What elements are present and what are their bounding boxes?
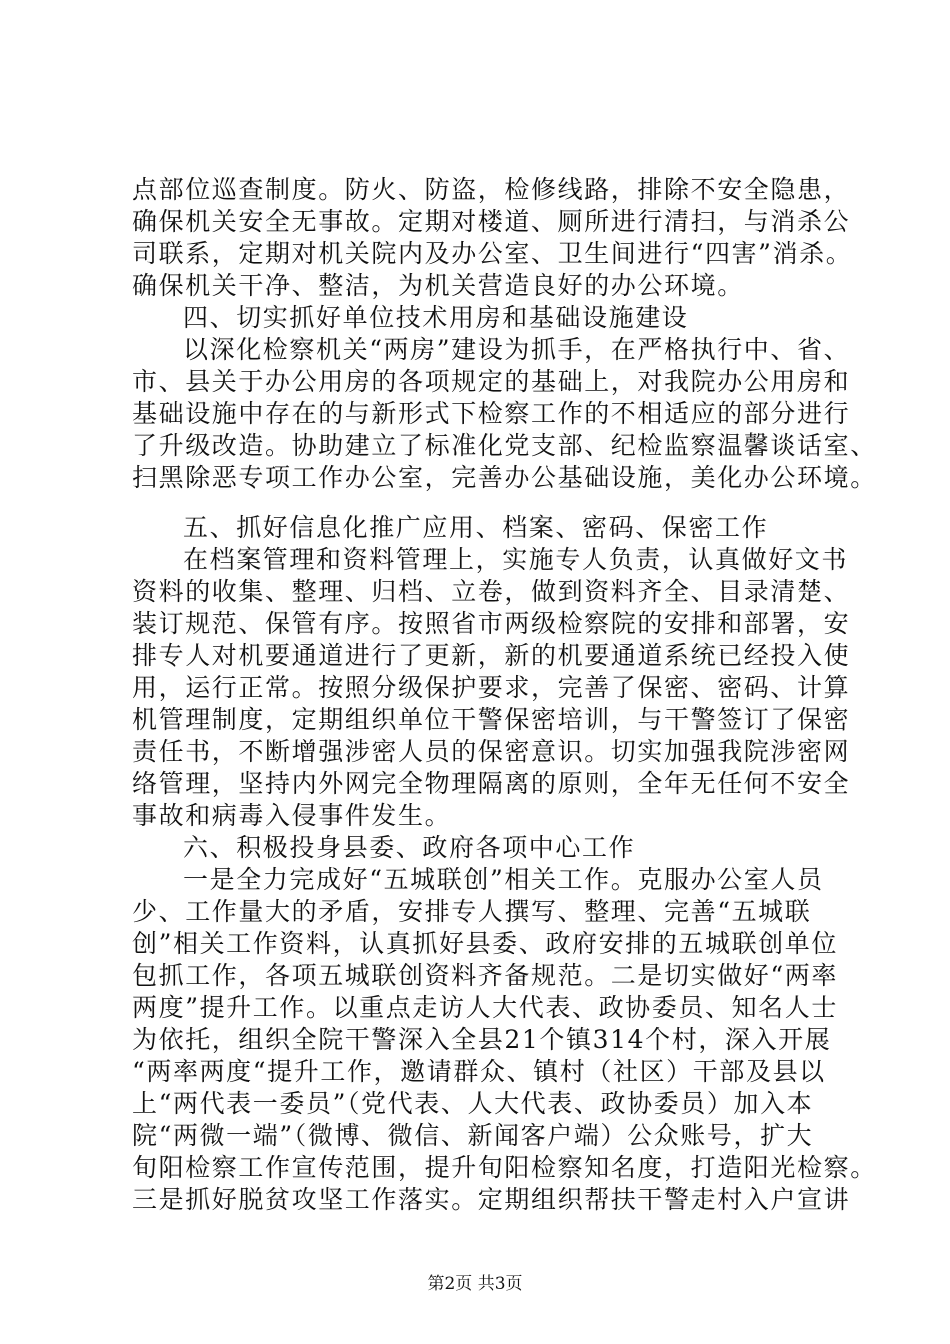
body-text-line: 为依托，组织全院干警深入全县21个镇314个村，深入开展 <box>132 1025 832 1054</box>
section-heading-5: 五、抓好信息化推广应用、档案、密码、保密工作 <box>183 513 769 542</box>
body-text-line: 确保机关安全无事故。定期对楼道、厕所进行清扫，与消杀公 <box>132 207 851 236</box>
body-text-line: 用，运行正常。按照分级保护要求，完善了保密、密码、计算 <box>132 673 851 702</box>
body-text-line: 少、工作量大的矛盾，安排专人撰写、整理、完善“五城联 <box>132 897 812 926</box>
section-heading-4: 四、切实抓好单位技术用房和基础设施建设 <box>183 303 689 332</box>
page-number-footer: 第2页 共3页 <box>427 1274 523 1294</box>
body-text-line: 扫黑除恶专项工作办公室，完善办公基础设施，美化办公环境。 <box>132 463 877 492</box>
body-text-line: 院“两微一端”（微博、微信、新闻客户端）公众账号，扩大 <box>132 1121 814 1150</box>
body-text-line: 资料的收集、整理、归档、立卷，做到资料齐全、目录清楚、 <box>132 577 851 606</box>
body-text-line: 了升级改造。协助建立了标准化党支部、纪检监察温馨谈话室、 <box>132 431 877 460</box>
body-text-line: 事故和病毒入侵事件发生。 <box>132 801 452 830</box>
body-text-line: 市、县关于办公用房的各项规定的基础上，对我院办公用房和 <box>132 367 851 396</box>
body-text-line: 三是抓好脱贫攻坚工作落实。定期组织帮扶干警走村入户宣讲 <box>132 1185 851 1214</box>
body-text-line: 络管理，坚持内外网完全物理隔离的原则，全年无任何不安全 <box>132 769 851 798</box>
body-text-line: 司联系，定期对机关院内及办公室、卫生间进行“四害”消杀。 <box>132 239 853 268</box>
body-text-line: 一是全力完成好“五城联创”相关工作。克服办公室人员 <box>183 865 824 894</box>
body-text-line: 基础设施中存在的与新形式下检察工作的不相适应的部分进行 <box>132 399 851 428</box>
body-text-line: 创”相关工作资料，认真抓好县委、政府安排的五城联创单位 <box>132 929 838 958</box>
body-text-line: 两度”提升工作。以重点走访人大代表、政协委员、知名人士 <box>132 993 838 1022</box>
body-text-line: 在档案管理和资料管理上，实施专人负责，认真做好文书 <box>183 545 849 574</box>
body-text-line: “两率两度“提升工作，邀请群众、镇村（社区）干部及县以 <box>132 1057 826 1086</box>
body-text-line: 点部位巡查制度。防火、防盗，检修线路，排除不安全隐患， <box>132 175 851 204</box>
body-text-line: 责任书，不断增强涉密人员的保密意识。切实加强我院涉密网 <box>132 737 851 766</box>
body-text-line: 装订规范、保管有序。按照省市两级检察院的安排和部署，安 <box>132 609 851 638</box>
body-text-line: 包抓工作，各项五城联创资料齐备规范。二是切实做好“两率 <box>132 961 838 990</box>
body-text-line: 上“两代表一委员”（党代表、人大代表、政协委员）加入本 <box>132 1089 814 1118</box>
body-text-line: 确保机关干净、整洁，为机关营造良好的办公环境。 <box>132 271 744 300</box>
body-text-line: 机管理制度，定期组织单位干警保密培训，与干警签订了保密 <box>132 705 851 734</box>
body-text-line: 旬阳检察工作宣传范围，提升旬阳检察知名度，打造阳光检察。 <box>132 1153 877 1182</box>
body-text-line: 以深化检察机关“两房”建设为抓手，在严格执行中、省、 <box>183 335 851 364</box>
body-text-line: 排专人对机要通道进行了更新，新的机要通道系统已经投入使 <box>132 641 851 670</box>
section-heading-6: 六、积极投身县委、政府各项中心工作 <box>183 833 636 862</box>
